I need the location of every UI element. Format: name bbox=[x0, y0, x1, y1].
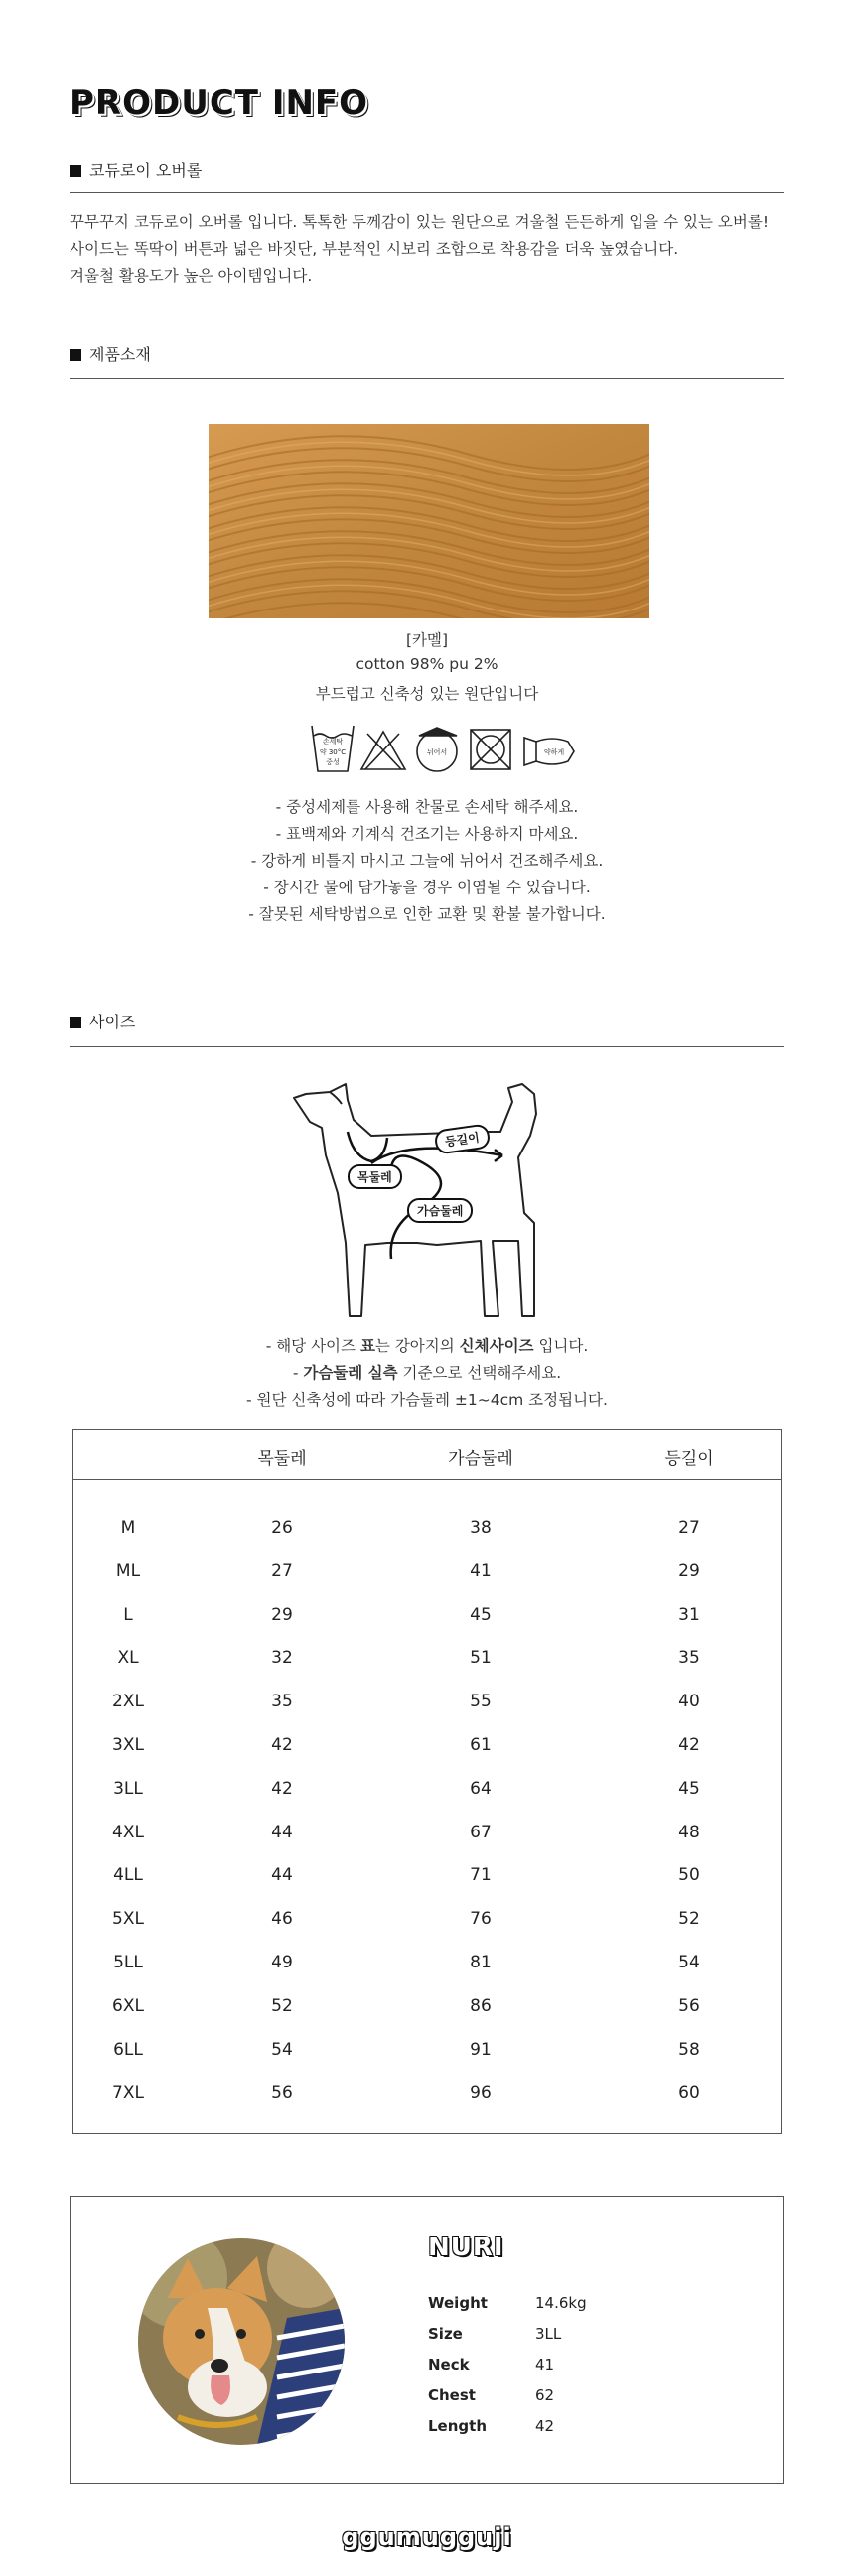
spec-row: Size 3LL bbox=[428, 2325, 562, 2343]
wash-label-3: 중성 bbox=[326, 758, 340, 766]
care-note: - 강하게 비틀지 마시고 그늘에 뉘어서 건조해주세요. bbox=[250, 852, 604, 870]
size-label-cell: XL bbox=[117, 1648, 139, 1668]
size-value-cell: 60 bbox=[678, 2083, 700, 2102]
care-note: - 잘못된 세탁방법으로 인한 교환 및 환불 불가합니다. bbox=[248, 905, 606, 923]
size-value-cell: 52 bbox=[678, 1909, 700, 1929]
size-value-cell: 44 bbox=[271, 1823, 293, 1842]
header-back: 등길이 bbox=[664, 1449, 714, 1469]
dry-label: 뉘어서 bbox=[426, 748, 448, 756]
size-label-cell: 5XL bbox=[112, 1909, 144, 1929]
size-value-cell: 31 bbox=[678, 1605, 700, 1625]
spec-row: Neck 41 bbox=[428, 2356, 555, 2373]
size-value-cell: 38 bbox=[470, 1518, 492, 1538]
size-label-cell: 6LL bbox=[113, 2040, 143, 2060]
size-label-cell: 3XL bbox=[112, 1735, 144, 1755]
size-value-cell: 35 bbox=[678, 1648, 700, 1668]
size-value-cell: 48 bbox=[678, 1823, 700, 1842]
size-label-cell: 4XL bbox=[112, 1823, 144, 1842]
spec-row: Weight 14.6kg bbox=[428, 2294, 587, 2312]
neck-label: 목둘레 bbox=[348, 1164, 402, 1189]
section-heading-material bbox=[70, 342, 784, 365]
size-value-cell: 29 bbox=[678, 1561, 700, 1581]
table-row bbox=[73, 1561, 781, 1587]
table-row bbox=[73, 1648, 781, 1674]
table-row bbox=[73, 1823, 781, 1848]
no-tumble-dry-icon bbox=[471, 730, 510, 769]
section-heading-size bbox=[70, 1010, 784, 1032]
size-value-cell: 27 bbox=[678, 1518, 700, 1538]
size-value-cell: 46 bbox=[271, 1909, 293, 1929]
size-value-cell: 29 bbox=[271, 1605, 293, 1625]
header-chest: 가슴둘레 bbox=[448, 1449, 513, 1469]
fabric-composition: cotton 98% pu 2% bbox=[356, 655, 498, 673]
size-note-1: - 해당 사이즈 표는 강아지의 신체사이즈 입니다. bbox=[265, 1337, 589, 1355]
table-row bbox=[73, 1996, 781, 2022]
size-value-cell: 61 bbox=[470, 1735, 492, 1755]
brand-logo: ggumugguji bbox=[342, 2523, 512, 2551]
section-heading-text: 코듀로이 오버롤 bbox=[89, 161, 203, 180]
size-label-cell: ML bbox=[115, 1561, 141, 1581]
size-label-cell: M bbox=[120, 1518, 136, 1538]
spec-row: Chest 62 bbox=[428, 2386, 555, 2404]
size-value-cell: 91 bbox=[470, 2040, 492, 2060]
size-label-cell: 7XL bbox=[112, 2083, 144, 2102]
care-icons bbox=[308, 722, 576, 775]
chest-label: 가슴둘레 bbox=[407, 1198, 473, 1223]
size-label-cell: 3LL bbox=[113, 1779, 143, 1799]
intro-line: 겨울철 활용도가 높은 아이템입니다. bbox=[70, 267, 313, 285]
model-name: NURI bbox=[428, 2233, 504, 2262]
no-bleach-icon bbox=[361, 732, 405, 769]
fabric-swatch-image bbox=[209, 424, 649, 618]
table-row bbox=[73, 1735, 781, 1761]
size-label-cell: L bbox=[123, 1605, 133, 1625]
section-heading-intro bbox=[70, 158, 784, 181]
dog-measurement-diagram bbox=[288, 1074, 566, 1322]
size-value-cell: 64 bbox=[470, 1779, 492, 1799]
table-row bbox=[73, 1518, 781, 1544]
wash-label-1: 손세탁 bbox=[322, 738, 344, 746]
size-note-2: - 가슴둘레 실측 기준으로 선택해주세요. bbox=[292, 1364, 562, 1382]
size-label-cell: 4LL bbox=[113, 1865, 143, 1885]
size-label-cell: 2XL bbox=[112, 1692, 144, 1711]
size-table bbox=[72, 1429, 782, 2134]
divider bbox=[70, 192, 784, 193]
size-value-cell: 40 bbox=[678, 1692, 700, 1711]
size-value-cell: 54 bbox=[678, 1953, 700, 1972]
section-heading-text: 제품소재 bbox=[89, 345, 151, 364]
size-value-cell: 56 bbox=[271, 2083, 293, 2102]
table-row bbox=[73, 1953, 781, 1978]
size-value-cell: 32 bbox=[271, 1648, 293, 1668]
size-value-cell: 96 bbox=[470, 2083, 492, 2102]
size-value-cell: 26 bbox=[271, 1518, 293, 1538]
care-note: - 장시간 물에 담가놓을 경우 이염될 수 있습니다. bbox=[263, 879, 591, 896]
table-header bbox=[73, 1430, 781, 1480]
size-value-cell: 55 bbox=[470, 1692, 492, 1711]
square-bullet-icon bbox=[70, 165, 81, 177]
page-title: PRODUCT INFO bbox=[70, 83, 369, 123]
header-neck: 목둘레 bbox=[257, 1449, 307, 1469]
table-row bbox=[73, 1779, 781, 1805]
care-note: - 표백제와 기계식 건조기는 사용하지 마세요. bbox=[275, 825, 579, 843]
size-value-cell: 49 bbox=[271, 1953, 293, 1972]
square-bullet-icon bbox=[70, 349, 81, 361]
size-value-cell: 27 bbox=[271, 1561, 293, 1581]
table-row bbox=[73, 1605, 781, 1631]
table-row bbox=[73, 2040, 781, 2066]
size-value-cell: 44 bbox=[271, 1865, 293, 1885]
table-row bbox=[73, 2083, 781, 2108]
size-value-cell: 51 bbox=[470, 1648, 492, 1668]
intro-line: 꾸무꾸지 코듀로이 오버롤 입니다. 톡톡한 두께감이 있는 원단으로 겨울철 든든하게 입을 수 있는 오버롤! bbox=[70, 213, 770, 231]
size-value-cell: 50 bbox=[678, 1865, 700, 1885]
divider bbox=[70, 378, 784, 379]
back-label: 등길이 bbox=[434, 1123, 492, 1154]
table-row bbox=[73, 1692, 781, 1717]
size-value-cell: 42 bbox=[678, 1735, 700, 1755]
size-value-cell: 54 bbox=[271, 2040, 293, 2060]
fabric-color: [카멜] bbox=[405, 631, 449, 649]
size-value-cell: 76 bbox=[470, 1909, 492, 1929]
size-value-cell: 42 bbox=[271, 1735, 293, 1755]
size-value-cell: 52 bbox=[271, 1996, 293, 2016]
section-heading-text: 사이즈 bbox=[89, 1013, 136, 1031]
size-value-cell: 56 bbox=[678, 1996, 700, 2016]
table-row bbox=[73, 1909, 781, 1935]
dryclean-label: 약하게 bbox=[543, 748, 565, 756]
care-note: - 중성세제를 사용해 찬물로 손세탁 해주세요. bbox=[275, 798, 579, 816]
model-dog-photo bbox=[138, 2238, 345, 2445]
size-value-cell: 42 bbox=[271, 1779, 293, 1799]
size-value-cell: 41 bbox=[470, 1561, 492, 1581]
size-label-cell: 5LL bbox=[113, 1953, 143, 1972]
size-value-cell: 45 bbox=[470, 1605, 492, 1625]
size-note-3: - 원단 신축성에 따라 가슴둘레 ±1~4cm 조정됩니다. bbox=[246, 1391, 608, 1409]
intro-line: 사이드는 똑딱이 버튼과 넓은 바짓단, 부분적인 시보리 조합으로 착용감을 더욱 높였습니다. bbox=[70, 240, 679, 258]
fabric-description: 부드럽고 신축성 있는 원단입니다 bbox=[315, 685, 539, 703]
size-value-cell: 35 bbox=[271, 1692, 293, 1711]
model-info-box bbox=[70, 2196, 784, 2484]
size-value-cell: 81 bbox=[470, 1953, 492, 1972]
wash-label-2: 약 30°C bbox=[319, 748, 347, 756]
size-value-cell: 67 bbox=[470, 1823, 492, 1842]
divider bbox=[70, 1046, 784, 1047]
table-row bbox=[73, 1865, 781, 1891]
size-value-cell: 71 bbox=[470, 1865, 492, 1885]
size-value-cell: 45 bbox=[678, 1779, 700, 1799]
square-bullet-icon bbox=[70, 1017, 81, 1028]
size-value-cell: 58 bbox=[678, 2040, 700, 2060]
size-value-cell: 86 bbox=[470, 1996, 492, 2016]
spec-row: Length 42 bbox=[428, 2417, 555, 2435]
size-label-cell: 6XL bbox=[112, 1996, 144, 2016]
